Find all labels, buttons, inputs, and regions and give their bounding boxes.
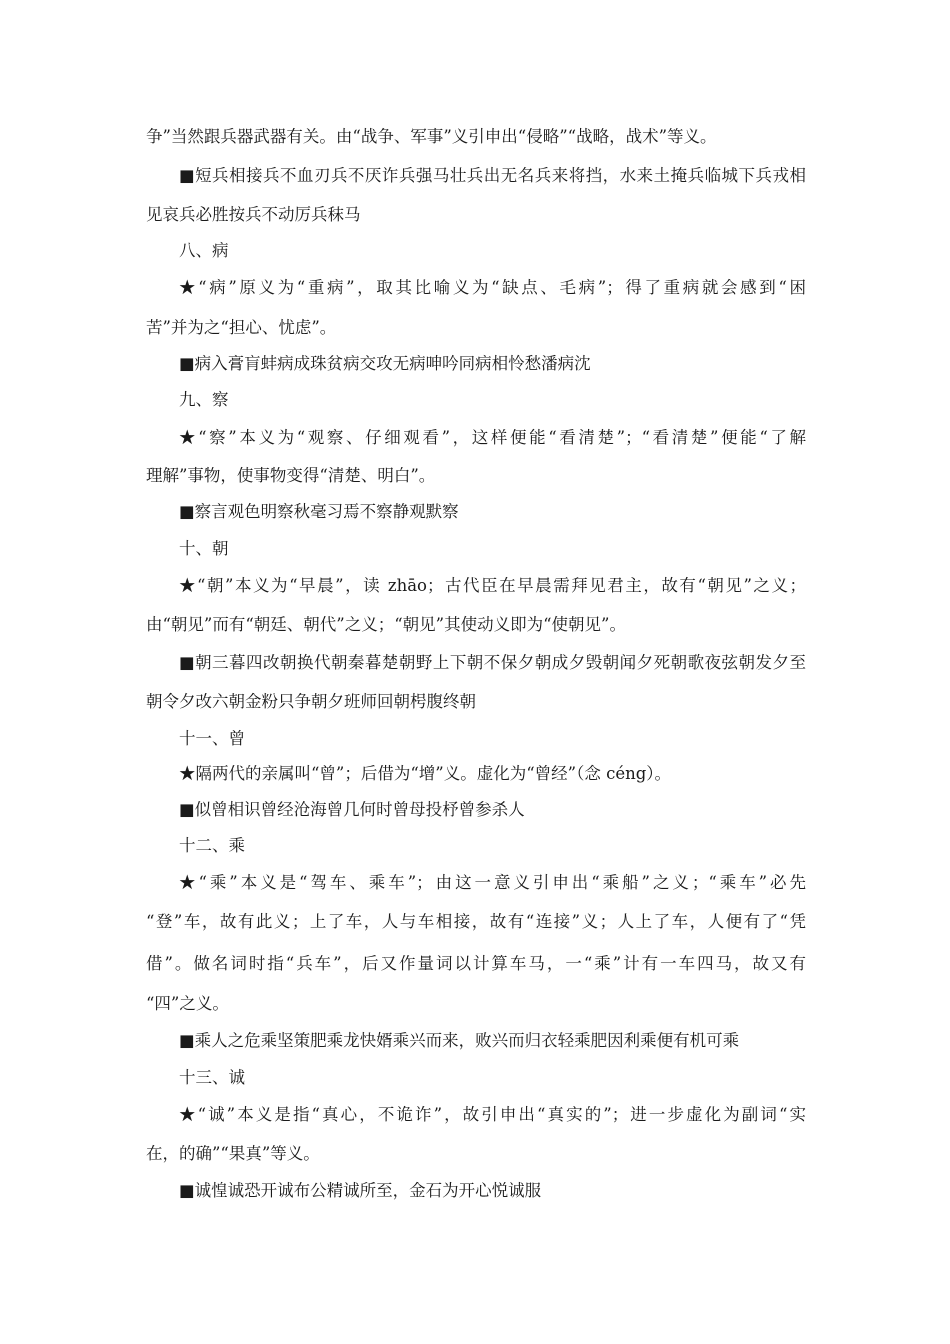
idiom-list-line: 见哀兵必胜按兵不动厉兵秣马: [146, 205, 361, 224]
idiom-list-line: ■短兵相接兵不血刃兵不厌诈兵强马壮兵出无名兵来将挡，水来土掩兵临城下兵戎相: [179, 166, 806, 185]
section-heading: 十、朝: [179, 539, 229, 558]
definition-line: ★“朝”本义为“早晨”，读 zhāo；古代臣在早晨需拜见君主，故有“朝见”之义；: [179, 576, 806, 595]
idiom-list-line: ■乘人之危乘坚策肥乘龙快婿乘兴而来，败兴而归衣轻乘肥因利乘便有机可乘: [179, 1031, 740, 1050]
definition-line: ★“乘”本义是“驾车、乘车”；由这一意义引申出“乘船”之义；“乘车”必先: [179, 873, 806, 892]
definition-line: 由“朝见”而有“朝廷、朝代”之义；“朝见”其使动义即为“使朝见”。: [146, 615, 626, 634]
idiom-list-line: ■病入膏肓蚌病成珠贫病交攻无病呻吟同病相怜愁潘病沈: [179, 354, 591, 373]
definition-line: “四”之义。: [146, 994, 229, 1013]
definition-line: “登”车，故有此义；上了车，人与车相接，故有“连接”义；人上了车，人便有了“凭: [146, 912, 806, 931]
idiom-list-line: ■诚惶诚恐开诚布公精诚所至，金石为开心悦诚服: [179, 1181, 542, 1200]
section-heading: 十二、乘: [179, 836, 245, 855]
idiom-list-line: ■似曾相识曾经沧海曾几何时曾母投杼曾参杀人: [179, 800, 525, 819]
definition-line: 借”。做名词时指“兵车”，后又作量词以计算车马，一“乘”计有一车四马，故又有: [146, 954, 806, 973]
idiom-list-line: 朝令夕改六朝金粉只争朝夕班师回朝枵腹终朝: [146, 692, 476, 711]
definition-line: ★“病”原义为“重病”，取其比喻义为“缺点、毛病”；得了重病就会感到“困: [179, 278, 806, 297]
text-line: 争”当然跟兵器武器有关。由“战争、军事”义引申出“侵略”“战略，战术”等义。: [146, 127, 717, 146]
section-heading: 十三、诚: [179, 1068, 245, 1087]
definition-line: 在，的确”“果真”等义。: [146, 1144, 320, 1163]
section-heading: 十一、曾: [179, 729, 245, 748]
definition-line: 苦”并为之“担心、忧虑”。: [146, 318, 337, 337]
definition-line: ★“察”本义为“观察、仔细观看”，这样便能“看清楚”；“看清楚”便能“了解: [179, 428, 806, 447]
section-heading: 九、察: [179, 390, 229, 409]
definition-line: ★隔两代的亲属叫“曾”；后借为“增”义。虚化为“曾经”（念 céng）。: [179, 764, 672, 783]
section-heading: 八、病: [179, 241, 229, 260]
idiom-list-line: ■察言观色明察秋毫习焉不察静观默察: [179, 502, 459, 521]
idiom-list-line: ■朝三暮四改朝换代朝秦暮楚朝野上下朝不保夕朝成夕毁朝闻夕死朝歌夜弦朝发夕至: [179, 653, 806, 672]
definition-line: ★“诚”本义是指“真心，不诡诈”，故引申出“真实的”；进一步虚化为副词“实: [179, 1105, 806, 1124]
definition-line: 理解”事物，使事物变得“清楚、明白”。: [146, 466, 436, 485]
